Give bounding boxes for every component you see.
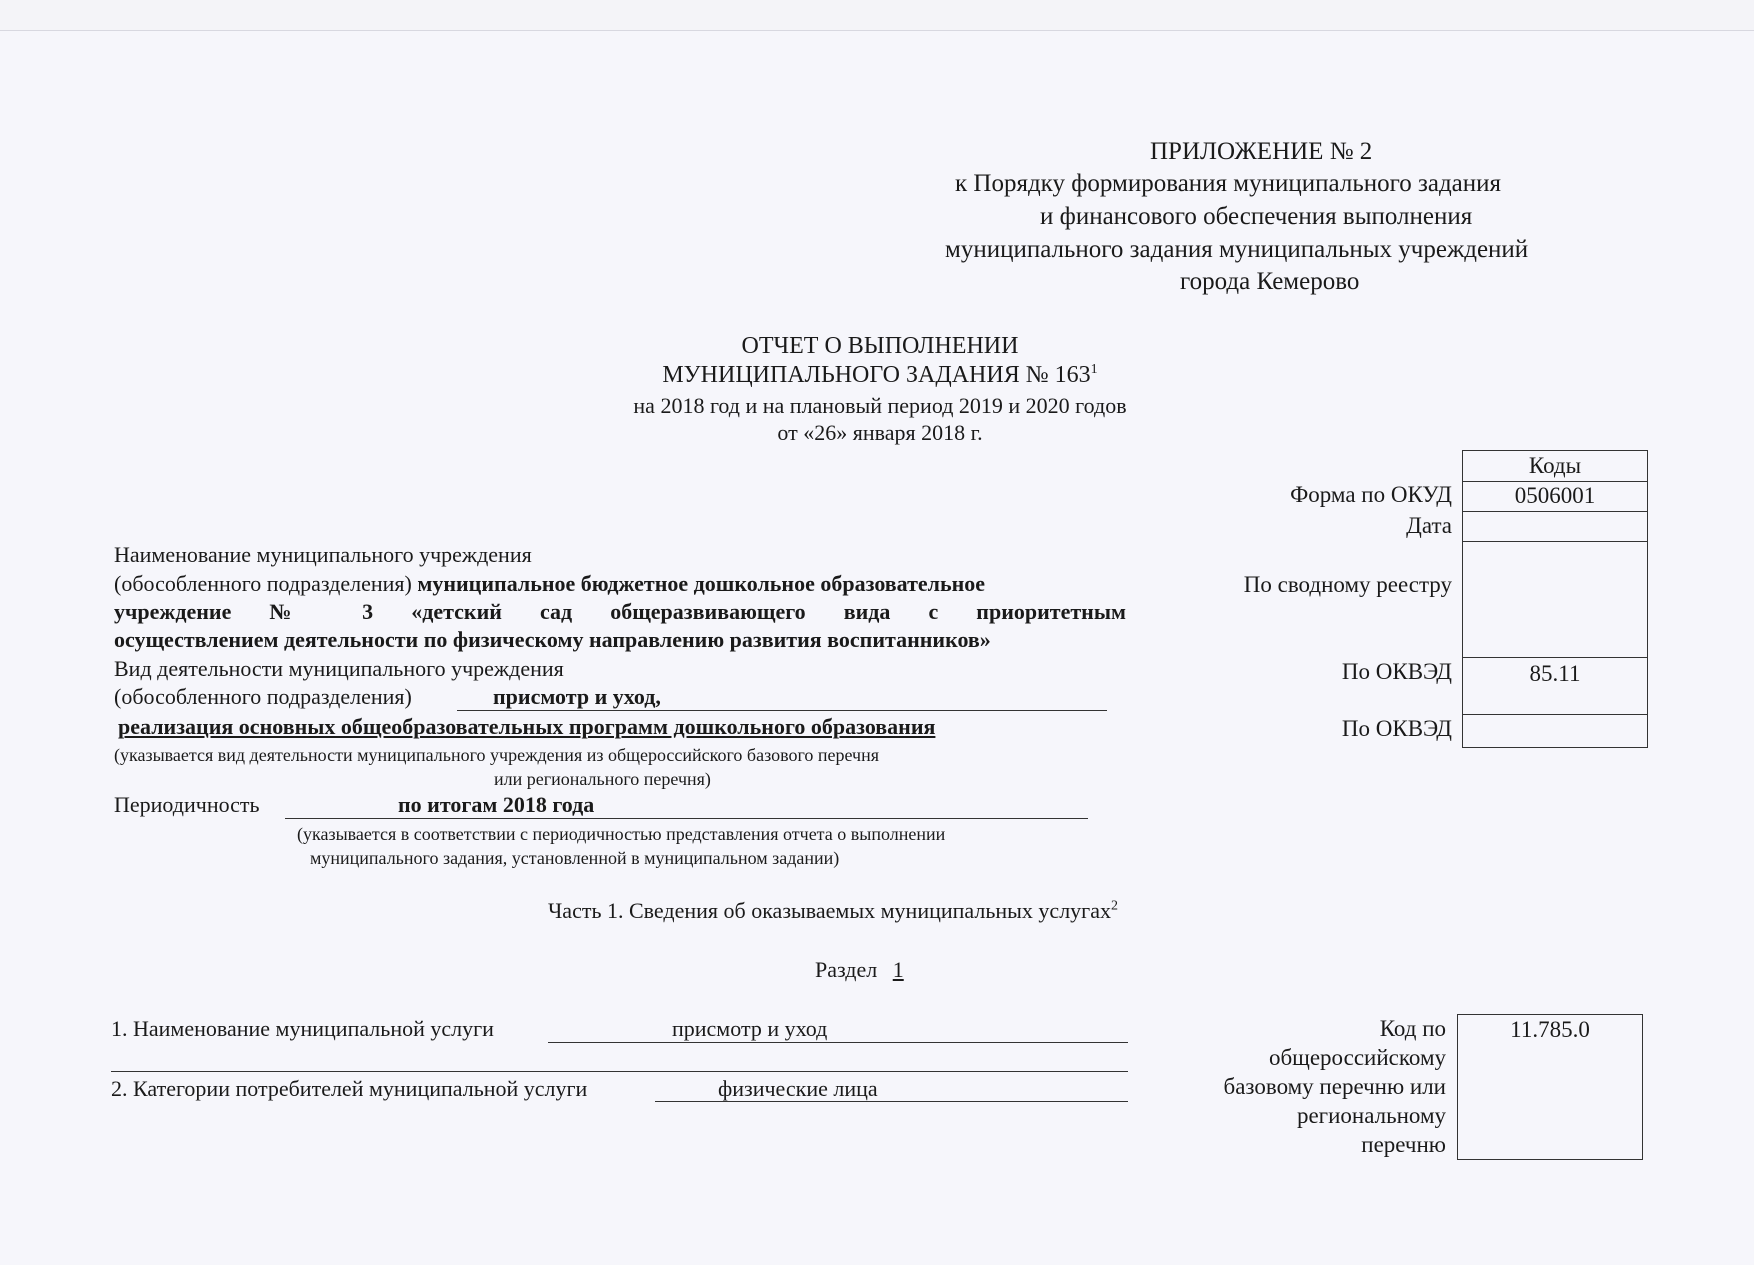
service-name-label: 1. Наименование муниципальной услуги (111, 1016, 494, 1041)
institution-label-1: Наименование муниципального учреждения (114, 542, 532, 567)
code-label-1: Код по (1379, 1016, 1446, 1041)
service-code-box (1457, 1014, 1643, 1160)
okud-value: 0506001 (1514, 483, 1596, 508)
institution-name-1: муниципальное бюджетное дошкольное образовательное (417, 571, 986, 596)
consumers-label: 2. Категории потребителей муниципальной услуги (111, 1076, 588, 1101)
report-date: от «26» января 2018 г. (777, 420, 983, 445)
code-label-3: базовому перечню или (1223, 1074, 1446, 1099)
codes-table (1462, 450, 1648, 748)
okved-label-1: По ОКВЭД (1341, 659, 1452, 684)
service-code-value: 11.785.0 (1510, 1017, 1590, 1042)
periodicity-note-1: (указывается в соответствии с периодичностью представления отчета о выполнении (297, 824, 946, 844)
service-name-value: присмотр и уход (672, 1016, 828, 1041)
institution-name-3: осуществлением деятельности по физическому направлению развития воспитанников» (114, 627, 991, 652)
activity-note-2: или регионального перечня) (494, 769, 711, 789)
part1-title: Часть 1. Сведения об оказываемых муниципальных услугах$^2$ (548, 898, 1118, 923)
report-title-2: МУНИЦИПАЛЬНОГО ЗАДАНИЯ № $163^1$ (662, 362, 1098, 388)
periodicity-label: Периодичность (114, 792, 260, 817)
periodicity-note-2: муниципального задания, установленной в муниципальном задании) (310, 848, 840, 868)
section-number: 1 (892, 957, 904, 982)
institution-label-2: (обособленного подразделения) муниципальное бюджетное дошкольное образовательное (114, 571, 986, 596)
okved-value-1: 85.11 (1529, 661, 1581, 686)
appendix-line-1: к Порядку формирования муниципального задания (955, 170, 1502, 197)
report-period: на 2018 год и на плановый период 2019 и 2020 годов (633, 393, 1127, 418)
okved-label-2: По ОКВЭД (1341, 716, 1452, 741)
section-label: Раздел 1 (815, 957, 914, 983)
registry-label: По сводному реестру (1243, 572, 1452, 597)
codes-header: Коды (1528, 453, 1582, 478)
activity-note-1: (указывается вид деятельности муниципального учреждения из общероссийского базового перечня (114, 745, 880, 765)
periodicity-value: по итогам 2018 года (398, 792, 595, 817)
okud-label: Форма по ОКУД (1290, 482, 1452, 507)
appendix-line-4: города Кемерово (1180, 268, 1360, 295)
report-title-1: ОТЧЕТ О ВЫПОЛНЕНИИ (741, 333, 1019, 359)
activity-label-2: (обособленного подразделения) (114, 684, 412, 709)
activity-value-1: присмотр и уход, (493, 684, 661, 709)
code-label-2: общероссийскому (1268, 1045, 1446, 1070)
activity-value-2: реализация основных общеобразовательных программ дошкольного образования (118, 714, 936, 739)
date-label: Дата (1406, 513, 1452, 538)
code-label-5: перечню (1361, 1132, 1446, 1157)
institution-name-2: учреждение № 3 «детский сад общеразвивающего вида с приоритетным (114, 599, 1126, 624)
appendix-line-2: и финансового обеспечения выполнения (1040, 203, 1473, 230)
appendix-title: ПРИЛОЖЕНИЕ № 2 (1150, 138, 1373, 165)
consumers-value: физические лица (718, 1076, 878, 1101)
activity-label-1: Вид деятельности муниципального учреждения (114, 656, 564, 681)
code-label-4: региональному (1296, 1103, 1446, 1128)
appendix-line-3: муниципального задания муниципальных учреждений (945, 236, 1529, 263)
